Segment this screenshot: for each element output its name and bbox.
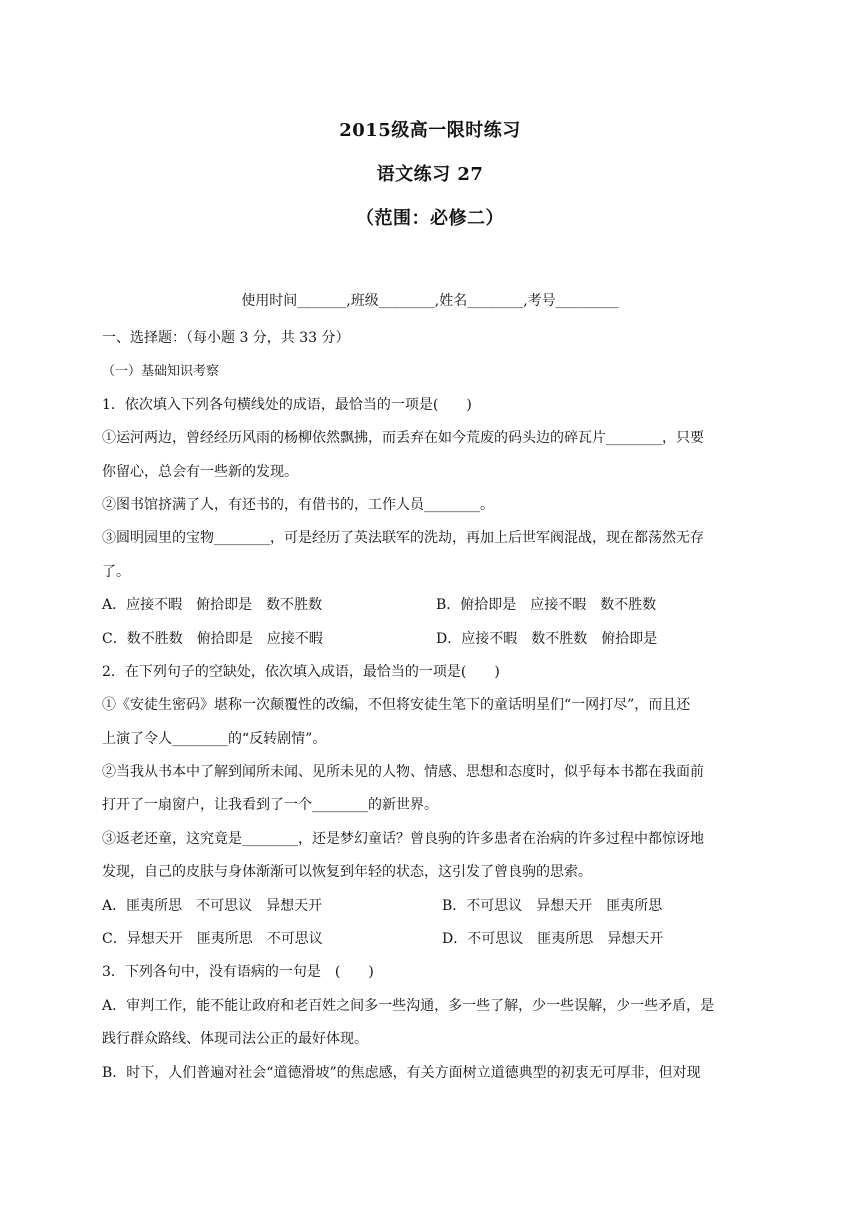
section-subheading: （一）基础知识考察: [102, 364, 220, 380]
q2-sentence-2-line-2: 打开了一扇窗户，让我看到了一个________的新世界。: [102, 797, 438, 814]
q2-options-row-1: [102, 890, 762, 923]
q2-sentence-2-line-1: ②当我从书本中了解到闻所未闻、见所未见的人物、情感、思想和态度时，似乎每本书都在我面前: [102, 764, 704, 781]
q1-options-row-1: [102, 589, 762, 622]
student-info-line: 使用时间_______,班级________,姓名________,考号_________: [241, 293, 619, 309]
q1-sentence-2: ②图书馆挤满了人，有还书的，有借书的，工作人员________。: [102, 496, 494, 513]
q3-stem: 3．下列各句中，没有语病的一句是 ( ): [102, 964, 374, 981]
q1-sentence-1-line-2: 你留心，总会有一些新的发现。: [102, 463, 298, 480]
document-title: 2015级高一限时练习: [339, 120, 521, 141]
q2-stem: 2．在下列句子的空缺处，依次填入成语，最恰当的一项是( ): [102, 663, 500, 680]
question-body: [102, 322, 762, 1090]
q1-sentence-3-line-2: 了。: [102, 563, 130, 580]
q1-option-d: D．应接不暇 数不胜数 俯拾即是: [436, 630, 658, 647]
document-subtitle: 语文练习 27: [376, 164, 484, 185]
q3-option-a-line-1: A．审判工作，能不能让政府和老百姓之间多一些沟通，多一些了解，少一些误解，少一些矛盾，是: [102, 997, 715, 1014]
q3-option-a-line-2: 践行群众路线、体现司法公正的最好体现。: [102, 1031, 368, 1048]
q2-option-a: A．匪夷所思 不可思议 异想天开: [102, 897, 323, 914]
q1-sentence-1-line-1: ①运河两边，曾经经历风雨的杨柳依然飘拂，而丢弃在如今荒废的码头边的碎瓦片________，只要: [102, 430, 704, 447]
q3-option-b-line-1: B．时下，人们普遍对社会“道德滑坡”的焦虑感，有关方面树立道德典型的初衷无可厚非，但对现: [102, 1064, 701, 1081]
q2-sentence-1-line-2: 上演了令人________的“反转剧情”。: [102, 730, 327, 747]
section-heading: 一、选择题：（每小题 3 分，共 33 分）: [102, 330, 350, 346]
q2-option-d: D．不可思议 匪夷所思 异想天开: [442, 931, 664, 948]
q1-options-row-2: [102, 623, 762, 656]
q2-sentence-1-line-1: ①《安徒生密码》堪称一次颠覆性的改编，不但将安徒生笔下的童话明星们“一网打尽”，而且还: [102, 697, 691, 714]
q2-sentence-3-line-1: ③返老还童，这究竟是________，还是梦幻童话？曾良驹的许多患者在治病的许多过程中都惊讶地: [102, 830, 704, 847]
q1-option-c: C．数不胜数 俯拾即是 应接不暇: [102, 630, 323, 647]
q1-option-b: B．俯拾即是 应接不暇 数不胜数: [436, 597, 657, 614]
q1-sentence-3-line-1: ③圆明园里的宝物________，可是经历了英法联军的洗劫，再加上后世军阀混战，现在都荡然无存: [102, 530, 704, 547]
q1-option-a: A．应接不暇 俯拾即是 数不胜数: [102, 597, 323, 614]
q2-sentence-3-line-2: 发现，自己的皮肤与身体渐渐可以恢复到年轻的状态，这引发了曾良驹的思索。: [102, 864, 592, 881]
document-scope: （范围：必修二）: [356, 208, 504, 229]
q1-stem: 1．依次填入下列各句横线处的成语，最恰当的一项是( ): [102, 396, 472, 413]
q2-option-c: C．异想天开 匪夷所思 不可思议: [102, 931, 323, 948]
q2-options-row-2: [102, 923, 762, 956]
q2-option-b: B．不可思议 异想天开 匪夷所思: [442, 897, 663, 914]
